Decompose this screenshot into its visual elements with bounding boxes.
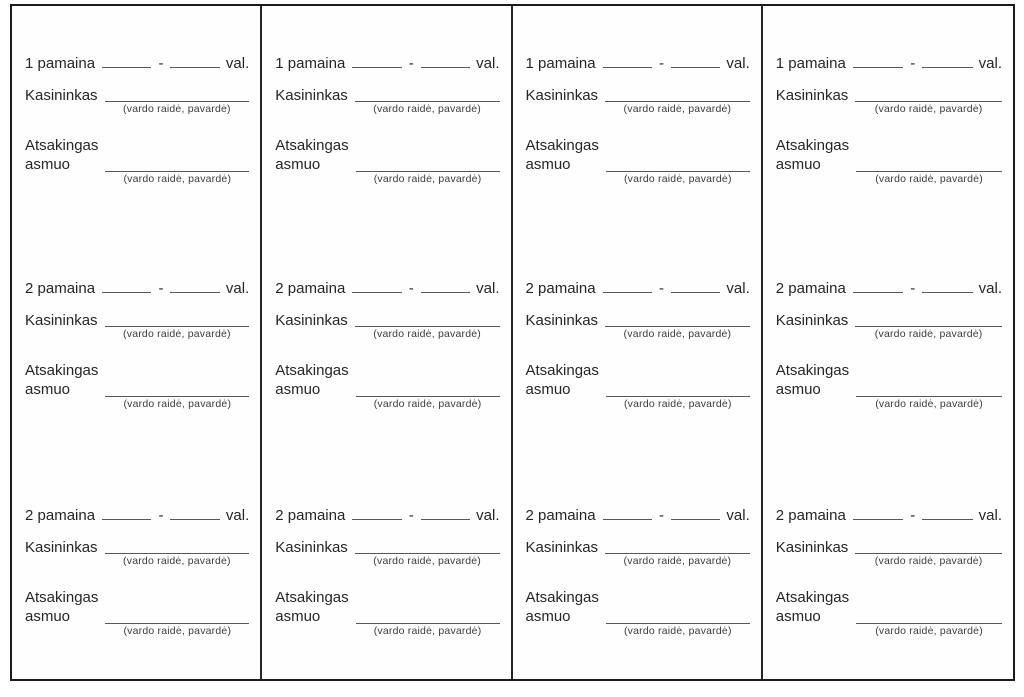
shift-end-blank-line: [170, 278, 219, 293]
shift-time-separator: -: [408, 280, 414, 297]
cashier-row: [526, 86, 750, 116]
responsible-label-line2: asmuo: [775, 156, 821, 173]
responsible-label-line2: asmuo: [25, 156, 71, 173]
responsible-field: [356, 608, 500, 638]
hours-units-label: val.: [726, 280, 750, 297]
responsible-person-row: [25, 136, 249, 186]
responsible-label: [275, 588, 348, 626]
shift-label: 1 pamaina: [25, 55, 96, 72]
cashier-row: [526, 538, 750, 568]
hours-units-label: val.: [476, 280, 500, 297]
cashier-label: Kasininkas: [775, 539, 849, 556]
shift-time-row: [275, 53, 499, 73]
cashier-row: [25, 538, 249, 568]
shift-time-row: [275, 505, 499, 525]
responsible-name-blank-line: [606, 381, 750, 397]
responsible-label-line1: Atsakingas: [25, 137, 99, 154]
responsible-field: [105, 381, 249, 411]
shift-end-blank-line: [922, 53, 972, 68]
cashier-row: [275, 86, 499, 116]
shift-block: [526, 505, 750, 655]
responsible-field: [356, 156, 500, 186]
responsible-person-row: [25, 361, 249, 411]
shift-end-blank-line: [922, 278, 972, 293]
shift-end-blank-line: [421, 53, 470, 68]
form-column: [513, 6, 763, 679]
responsible-caption: (vardo raidė, pavardė): [123, 625, 232, 637]
responsible-field: [105, 156, 249, 186]
cashier-caption: (vardo raidė, pavardė): [373, 328, 481, 340]
responsible-label-line1: Atsakingas: [775, 362, 850, 379]
responsible-caption: (vardo raidė, pavardė): [875, 398, 983, 410]
cashier-field: [355, 311, 500, 341]
cashier-label: Kasininkas: [775, 87, 849, 104]
responsible-label: [776, 361, 849, 399]
responsible-name-blank-line: [105, 381, 249, 397]
shift-label: 2 pamaina: [25, 507, 96, 524]
responsible-label: [526, 136, 599, 174]
form-column: [12, 6, 262, 679]
responsible-name-blank-line: [105, 608, 249, 624]
hours-units-label: val.: [225, 280, 250, 297]
shift-block: [275, 505, 499, 655]
shift-start-blank-line: [102, 53, 151, 68]
shift-block: [776, 505, 1002, 655]
shift-block: [526, 278, 750, 428]
responsible-label-line2: asmuo: [275, 156, 321, 173]
hours-units-label: val.: [726, 507, 750, 524]
responsible-caption: (vardo raidė, pavardė): [373, 398, 482, 410]
cashier-label: Kasininkas: [525, 87, 599, 104]
responsible-name-blank-line: [856, 156, 1002, 172]
responsible-person-row: [275, 136, 499, 186]
shift-start-blank-line: [102, 278, 151, 293]
shift-end-blank-line: [922, 505, 972, 520]
responsible-person-row: [776, 588, 1002, 638]
cashier-field: [105, 311, 250, 341]
shift-label: 2 pamaina: [275, 507, 346, 524]
responsible-caption: (vardo raidė, pavardė): [875, 173, 983, 185]
responsible-field: [105, 608, 249, 638]
shift-time-row: [25, 505, 249, 525]
responsible-field: [356, 381, 500, 411]
responsible-label: [275, 136, 348, 174]
shift-end-blank-line: [671, 53, 720, 68]
responsible-label-line2: asmuo: [275, 608, 321, 625]
responsible-person-row: [526, 588, 750, 638]
cashier-caption: (vardo raidė, pavardė): [123, 103, 231, 115]
cashier-name-blank-line: [605, 538, 750, 554]
cashier-caption: (vardo raidė, pavardė): [623, 328, 732, 340]
responsible-label-line2: asmuo: [275, 381, 321, 398]
cashier-caption: (vardo raidė, pavardė): [874, 328, 983, 340]
responsible-label: [526, 361, 599, 399]
form-column: [262, 6, 512, 679]
cashier-name-blank-line: [855, 311, 1002, 327]
responsible-label-line1: Atsakingas: [775, 137, 850, 154]
shift-start-blank-line: [352, 505, 401, 520]
hours-units-label: val.: [225, 507, 250, 524]
cashier-field: [855, 538, 1002, 568]
responsible-label-line1: Atsakingas: [775, 589, 850, 606]
responsible-person-row: [776, 136, 1002, 186]
shift-start-blank-line: [603, 53, 652, 68]
responsible-field: [606, 156, 750, 186]
responsible-label-line1: Atsakingas: [25, 589, 99, 606]
cashier-name-blank-line: [105, 311, 250, 327]
responsible-label: [275, 361, 348, 399]
shift-block: [25, 53, 249, 203]
cashier-row: [776, 86, 1002, 116]
shift-time-separator: -: [408, 55, 414, 72]
responsible-label-line1: Atsakingas: [525, 589, 599, 606]
shift-label: 2 pamaina: [25, 280, 96, 297]
cashier-label: Kasininkas: [25, 87, 98, 104]
shift-start-blank-line: [603, 278, 652, 293]
hours-units-label: val.: [225, 55, 250, 72]
cashier-label: Kasininkas: [25, 539, 98, 556]
responsible-field: [606, 608, 750, 638]
responsible-label-line1: Atsakingas: [525, 362, 599, 379]
responsible-person-row: [25, 588, 249, 638]
shift-start-blank-line: [853, 53, 903, 68]
shift-time-separator: -: [158, 507, 164, 524]
cashier-label: Kasininkas: [525, 539, 599, 556]
cashier-caption: (vardo raidė, pavardė): [623, 103, 732, 115]
shift-block: [275, 53, 499, 203]
cashier-caption: (vardo raidė, pavardė): [373, 103, 481, 115]
form-sheet: [10, 4, 1015, 681]
shift-block: [776, 53, 1002, 203]
shift-block: [25, 505, 249, 655]
responsible-label: [25, 361, 98, 399]
cashier-name-blank-line: [855, 86, 1002, 102]
cashier-name-blank-line: [105, 538, 250, 554]
responsible-label: [526, 588, 599, 626]
responsible-label-line1: Atsakingas: [275, 137, 349, 154]
responsible-caption: (vardo raidė, pavardė): [623, 173, 732, 185]
shift-time-separator: -: [910, 55, 916, 72]
shift-label: 2 pamaina: [525, 507, 596, 524]
responsible-name-blank-line: [356, 156, 500, 172]
hours-units-label: val.: [978, 280, 1002, 297]
shift-time-row: [25, 278, 249, 298]
cashier-name-blank-line: [355, 86, 500, 102]
shift-start-blank-line: [853, 505, 903, 520]
hours-units-label: val.: [726, 55, 750, 72]
responsible-caption: (vardo raidė, pavardė): [123, 398, 232, 410]
shift-end-blank-line: [421, 278, 470, 293]
shift-label: 2 pamaina: [775, 507, 846, 524]
cashier-row: [776, 311, 1002, 341]
shift-block: [25, 278, 249, 428]
responsible-caption: (vardo raidė, pavardė): [123, 173, 232, 185]
responsible-field: [856, 381, 1002, 411]
responsible-person-row: [776, 361, 1002, 411]
responsible-name-blank-line: [606, 156, 750, 172]
shift-end-blank-line: [671, 278, 720, 293]
responsible-name-blank-line: [606, 608, 750, 624]
cashier-name-blank-line: [355, 311, 500, 327]
responsible-label-line2: asmuo: [775, 608, 821, 625]
shift-time-row: [526, 505, 750, 525]
shift-time-separator: -: [658, 55, 664, 72]
cashier-caption: (vardo raidė, pavardė): [373, 555, 481, 567]
cashier-caption: (vardo raidė, pavardė): [123, 328, 231, 340]
shift-end-blank-line: [170, 505, 219, 520]
responsible-field: [856, 608, 1002, 638]
shift-time-row: [526, 53, 750, 73]
cashier-label: Kasininkas: [275, 87, 348, 104]
shift-label: 1 pamaina: [275, 55, 346, 72]
responsible-label-line2: asmuo: [775, 381, 821, 398]
cashier-name-blank-line: [855, 538, 1002, 554]
hours-units-label: val.: [476, 55, 500, 72]
cashier-name-blank-line: [605, 86, 750, 102]
shift-time-separator: -: [658, 280, 664, 297]
responsible-field: [856, 156, 1002, 186]
shift-end-blank-line: [170, 53, 219, 68]
responsible-person-row: [275, 361, 499, 411]
responsible-label-line1: Atsakingas: [275, 589, 349, 606]
shift-time-row: [776, 505, 1002, 525]
cashier-label: Kasininkas: [775, 312, 849, 329]
shift-end-blank-line: [421, 505, 470, 520]
cashier-label: Kasininkas: [275, 539, 348, 556]
shift-end-blank-line: [671, 505, 720, 520]
shift-time-row: [275, 278, 499, 298]
responsible-person-row: [526, 361, 750, 411]
shift-start-blank-line: [102, 505, 151, 520]
cashier-field: [855, 311, 1002, 341]
cashier-field: [355, 86, 500, 116]
cashier-row: [25, 86, 249, 116]
cashier-caption: (vardo raidė, pavardė): [874, 555, 983, 567]
responsible-name-blank-line: [856, 381, 1002, 397]
responsible-caption: (vardo raidė, pavardė): [373, 173, 482, 185]
cashier-field: [105, 86, 250, 116]
cashier-name-blank-line: [355, 538, 500, 554]
responsible-name-blank-line: [356, 608, 500, 624]
hours-units-label: val.: [978, 55, 1002, 72]
shift-start-blank-line: [853, 278, 903, 293]
hours-units-label: val.: [476, 507, 500, 524]
responsible-name-blank-line: [105, 156, 249, 172]
shift-label: 2 pamaina: [275, 280, 346, 297]
cashier-field: [105, 538, 250, 568]
shift-time-separator: -: [658, 507, 664, 524]
cashier-name-blank-line: [105, 86, 250, 102]
cashier-field: [605, 311, 750, 341]
cashier-name-blank-line: [605, 311, 750, 327]
responsible-label-line1: Atsakingas: [525, 137, 599, 154]
responsible-caption: (vardo raidė, pavardė): [373, 625, 482, 637]
form-column: [763, 6, 1013, 679]
responsible-label-line1: Atsakingas: [275, 362, 349, 379]
shift-label: 2 pamaina: [525, 280, 596, 297]
responsible-label-line2: asmuo: [525, 156, 571, 173]
responsible-field: [606, 381, 750, 411]
cashier-row: [776, 538, 1002, 568]
shift-label: 1 pamaina: [525, 55, 596, 72]
shift-label: 1 pamaina: [775, 55, 846, 72]
shift-time-separator: -: [408, 507, 414, 524]
shift-time-row: [776, 278, 1002, 298]
cashier-caption: (vardo raidė, pavardė): [623, 555, 732, 567]
cashier-field: [605, 538, 750, 568]
cashier-field: [355, 538, 500, 568]
shift-time-separator: -: [158, 55, 164, 72]
responsible-label: [776, 136, 849, 174]
cashier-field: [855, 86, 1002, 116]
cashier-row: [25, 311, 249, 341]
responsible-person-row: [275, 588, 499, 638]
responsible-caption: (vardo raidė, pavardė): [623, 398, 732, 410]
cashier-label: Kasininkas: [275, 312, 348, 329]
shift-time-row: [776, 53, 1002, 73]
shift-time-separator: -: [158, 280, 164, 297]
shift-block: [776, 278, 1002, 428]
cashier-row: [275, 538, 499, 568]
shift-time-row: [25, 53, 249, 73]
responsible-label-line2: asmuo: [25, 381, 71, 398]
shift-time-separator: -: [910, 507, 916, 524]
cashier-row: [275, 311, 499, 341]
responsible-name-blank-line: [356, 381, 500, 397]
responsible-label: [25, 588, 98, 626]
cashier-field: [605, 86, 750, 116]
shift-start-blank-line: [352, 53, 401, 68]
shift-time-separator: -: [910, 280, 916, 297]
shift-start-blank-line: [352, 278, 401, 293]
responsible-label-line1: Atsakingas: [25, 362, 99, 379]
responsible-person-row: [526, 136, 750, 186]
responsible-label-line2: asmuo: [525, 608, 571, 625]
responsible-caption: (vardo raidė, pavardė): [875, 625, 983, 637]
responsible-caption: (vardo raidė, pavardė): [623, 625, 732, 637]
shift-start-blank-line: [603, 505, 652, 520]
shift-block: [275, 278, 499, 428]
cashier-caption: (vardo raidė, pavardė): [874, 103, 983, 115]
cashier-label: Kasininkas: [525, 312, 599, 329]
responsible-label: [25, 136, 98, 174]
cashier-caption: (vardo raidė, pavardė): [123, 555, 231, 567]
shift-block: [526, 53, 750, 203]
shift-time-row: [526, 278, 750, 298]
responsible-label-line2: asmuo: [525, 381, 571, 398]
responsible-label: [776, 588, 849, 626]
responsible-label-line2: asmuo: [25, 608, 71, 625]
cashier-label: Kasininkas: [25, 312, 98, 329]
hours-units-label: val.: [978, 507, 1002, 524]
responsible-name-blank-line: [856, 608, 1002, 624]
shift-label: 2 pamaina: [775, 280, 846, 297]
cashier-row: [526, 311, 750, 341]
